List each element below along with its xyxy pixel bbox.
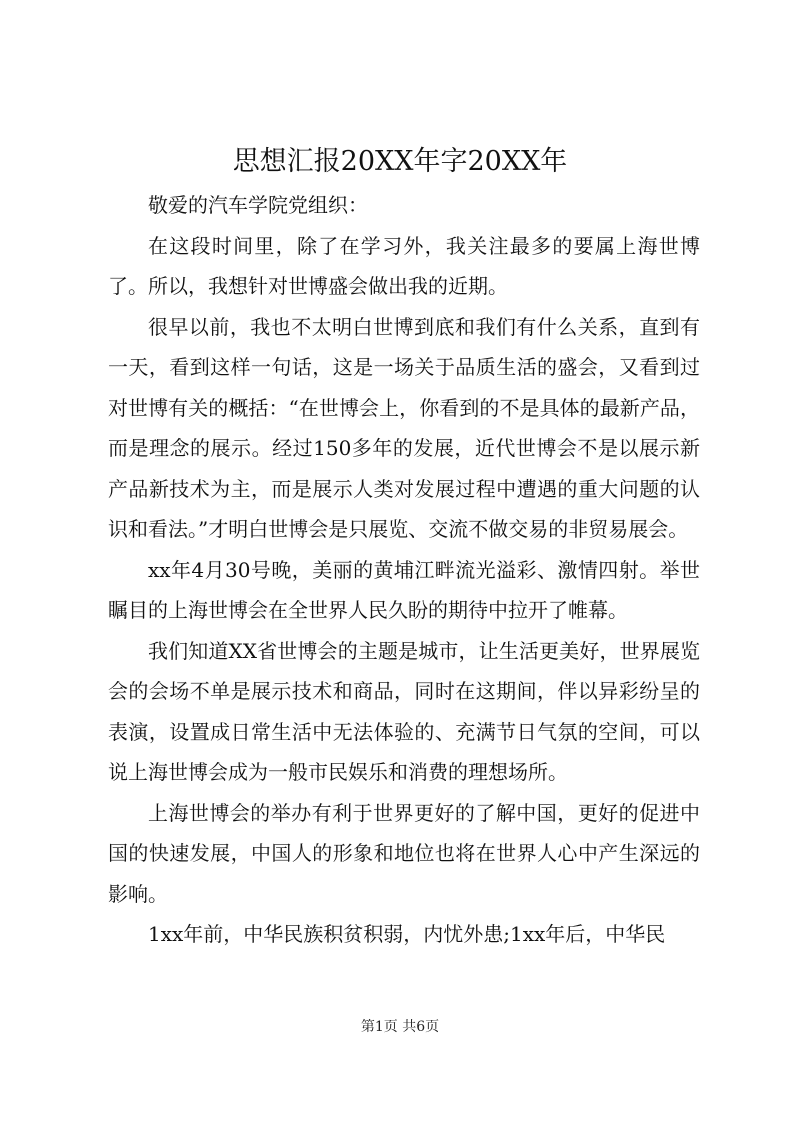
paragraph-2: 很早以前，我也不太明白世博到底和我们有什么关系，直到有一天，看到这样一句话，这是一场关于品质生活的盛会，又看到过对世博有关的概括：“在世博会上，你看到的不是具体的最新产品，而是理念的展示。经过150多年的发展，近代世博会不是以展示新产品新技术为主，而是展示人类对发展过程中遭遇的重大问题的认识和看法。”才明白世博会是只展览、交流不做交易的非贸易展会。: [108, 314, 700, 541]
paragraph-6: 1xx年前，中华民族积贫积弱，内忧外患;1xx年后，中华民: [148, 922, 666, 946]
salutation: 敬爱的汽车学院党组织：: [148, 193, 368, 217]
paragraph-5: 上海世博会的举办有利于世界更好的了解中国，更好的促进中国的快速发展，中国人的形象和地位也将在世界人心中产生深远的影响。: [108, 800, 700, 906]
page-number-footer: 第1页 共6页: [360, 1019, 440, 1035]
paragraph-1: 在这段时间里，除了在学习外，我关注最多的要属上海世博了。所以，我想针对世博盛会做出我的近期。: [108, 233, 700, 298]
document-title: 思想汇报20XX年字20XX年: [232, 146, 568, 177]
document-body: [108, 185, 700, 955]
paragraph-4: 我们知道XX省世博会的主题是城市，让生活更美好，世界展览会的会场不单是展示技术和商品，同时在这期间，伴以异彩纷呈的表演，设置成日常生活中无法体验的、充满节日气氛的空间，可以说上海世博会成为一般市民娱乐和消费的理想场所。: [108, 638, 700, 784]
paragraph-3: xx年4月30号晚，美丽的黄埔江畔流光溢彩、激情四射。举世瞩目的上海世博会在全世界人民久盼的期待中拉开了帷幕。: [108, 557, 700, 622]
